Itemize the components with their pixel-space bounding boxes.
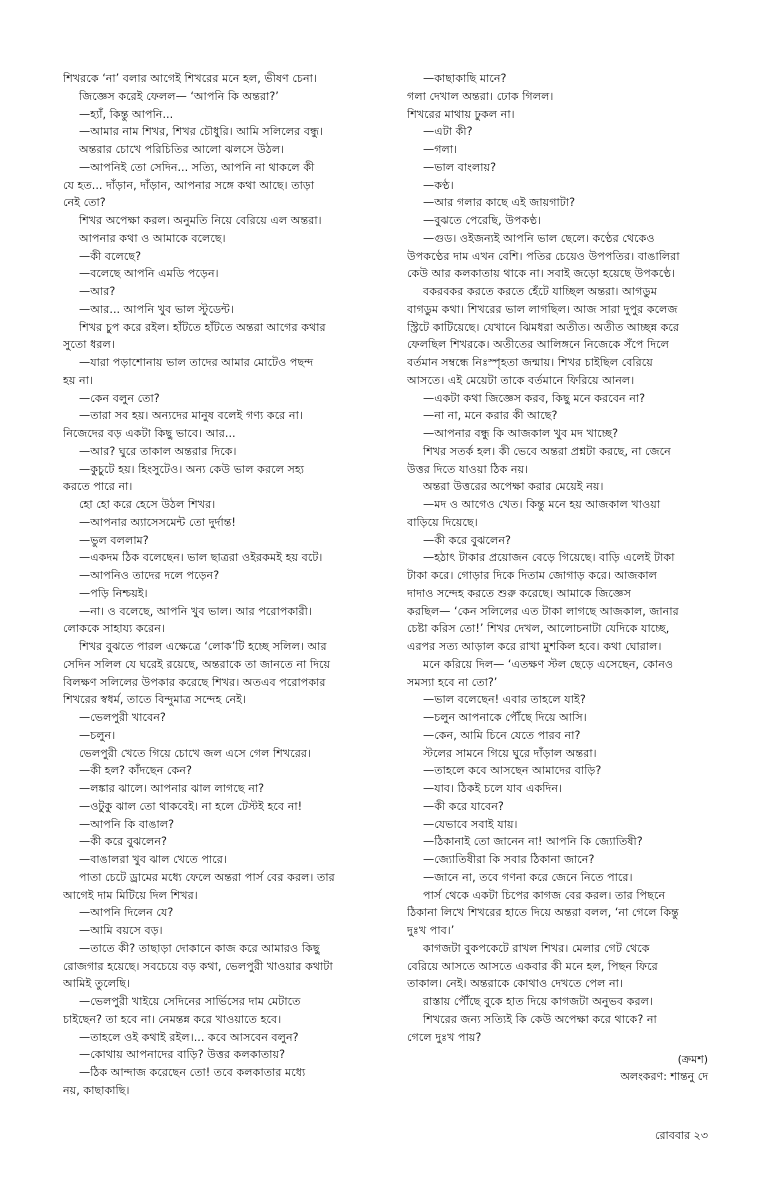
text-line: —চলুন আপনাকে পৌঁছে দিয়ে আসি।	[423, 711, 587, 724]
text-line: সমস্যা হবে না তো?’	[407, 675, 498, 689]
text-line: রাস্তায় পৌঁছে বুকে হাত দিয়ে কাগজটা অনুভব করল।	[423, 995, 654, 1008]
text-line: চেষ্টা করিস তো!’ শিখর দেখল, আলোচনাটা যেদিকে যাচ্ছে,	[407, 622, 670, 636]
text-line: শিখর অপেক্ষা করল। অনুমতি নিয়ে বেরিয়ে এল অন্তরা।	[79, 214, 322, 227]
text-line: আমিই তুলেছি।	[63, 977, 131, 991]
text-line: —ভেলপুরী খাবেন?	[79, 711, 166, 724]
text-line: —আমি বয়সে বড়।	[79, 924, 163, 937]
text-line: করতে পারে না।	[63, 480, 133, 494]
text-line: শিখরের মাথায় ঢুকল না।	[407, 107, 515, 121]
text-line: এরপর সত্য আড়াল করে রাখা মুশকিল হবে। কথা ঘোরাল।	[407, 640, 662, 653]
text-line: —লঙ্কার ঝালে। আপনার ঝাল লাগছে না?	[79, 782, 265, 795]
text-line: —আর গলার কাছে এই জায়গাটা?	[423, 196, 576, 210]
text-line: করছিল— ‘কেন সলিলের এত টাকা লাগছে আজকাল, জানার	[407, 604, 679, 618]
text-line: পার্স থেকে একটা চিপের কাগজ বের করল। তার পিছনে	[423, 888, 666, 902]
text-line: —কী করে বুঝলেন?	[423, 533, 511, 547]
text-line: —আপনি দিলেন যে?	[79, 906, 174, 920]
text-line: —ভাল বলেছেন! এবার তাহলে যাই?	[423, 693, 586, 707]
text-line: ঠিকানা লিখে শিখরের হাতে দিয়ে অন্তরা বলল, ‘না গেলে কিন্তু	[407, 906, 679, 920]
text-line: দাদাও সন্দেহ করতে শুরু করেছে। আমাকে জিজ্ঞেস	[407, 586, 632, 600]
text-line: —ভুল বললাম?	[79, 533, 149, 547]
text-line: —কাছাকাছি মানে?	[423, 72, 507, 85]
text-line: —আর... আপনি খুব ভাল স্টুডেন্ট।	[79, 302, 234, 316]
text-line: —ভাল বাংলায়?	[423, 160, 497, 174]
text-line: অন্তরা উত্তরের অপেক্ষা করার মেয়েই নয়।	[423, 480, 604, 494]
text-line: —আপনার অ্যাসেসমেন্ট তো দুর্দান্ত!	[79, 515, 236, 529]
page-folio: রোববার ২৩	[655, 1129, 708, 1142]
text-line: —মদ ও আগেও খেত। কিন্তু মনে হয় আজকাল খাওয়া	[423, 498, 661, 511]
text-line: —গুড। ওইজন্যই আপনি ভাল ছেলে। কণ্ঠের থেকেও	[423, 231, 655, 245]
text-line: —কোথায় আপনাদের বাড়ি? উত্তর কলকাতায়?	[79, 1048, 286, 1062]
text-line: —আর? ঘুরে তাকাল অন্তরার দিকে।	[79, 444, 237, 458]
text-line: আপনার কথা ও আমাকে বলেছে।	[79, 231, 226, 245]
text-line: —যেভাবে সবাই যায়।	[423, 817, 518, 831]
text-line: —ঠিক আন্দাজ করেছেন তো! তবে কলকাতার মধ্যে	[79, 1066, 306, 1079]
text-line: চাইছেন? তা হবে না। নেমন্তন্ন করে খাওয়াতে হবে।	[63, 1012, 282, 1026]
text-line: —কী বলেছে?	[79, 249, 142, 263]
text-line: টাকা করে। গোড়ার দিকে দিতাম জোগাড় করে। আজকাল	[407, 569, 657, 582]
text-line: ফেলছিল শিখরকে। অতীতের আলিঙ্গনে নিজেকে সঁপে দিলে	[407, 338, 669, 352]
text-line: —না। ও বলেছে, আপনি খুব ভাল। আর পরোপকারী।	[79, 604, 312, 618]
text-line: —আপনার বন্ধু কি আজকাল খুব মদ খাচ্ছে?	[423, 427, 619, 440]
text-line: —আর?	[79, 285, 116, 298]
text-line: হয় না।	[63, 373, 93, 387]
text-line: শিখরকে ‘না’ বলার আগেই শিখরের মনে হল, ভীষণ চেনা।	[63, 72, 317, 85]
text-line: শিখর চুপ করে রইল। হাঁটতে হাঁটতে অন্তরা আগের কথার	[79, 320, 326, 334]
text-line: —কী করে বুঝলেন?	[79, 835, 167, 849]
text-line: গলা দেখাল অন্তরা। ঢোক গিলল।	[407, 89, 554, 103]
text-line: —বলেছে আপনি এমডি পড়েন।	[79, 267, 219, 281]
text-line: স্টলের সামনে গিয়ে ঘুরে দাঁড়াল অন্তরা।	[423, 746, 597, 760]
text-line: —ভেলপুরী খাইয়ে সেদিনের সার্ভিসের দাম মেটাতে	[79, 995, 301, 1008]
text-line: —তাহলে ওই কথাই রইল।... কবে আসবেন বলুন?	[79, 1030, 299, 1044]
text-line: শিখরের স্বধর্ম, তাতে বিন্দুমাত্র সন্দেহ নেই।	[63, 693, 246, 707]
text-line: —একটা কথা জিজ্ঞেস করব, কিছু মনে করবেন না?	[423, 391, 646, 405]
text-line: উত্তর দিতে যাওয়া ঠিক নয়।	[407, 462, 529, 476]
continued-label: (ক্রমশ)	[677, 1053, 708, 1066]
right-text-column	[407, 70, 709, 1046]
text-line: —কেন বলুন তো?	[79, 391, 160, 405]
text-line: নেই তো?	[63, 196, 106, 210]
text-line: দুঃখ পাব।’	[407, 924, 455, 937]
text-line: তাকাল। নেই। অন্তরাকে কোথাও দেখতে পেল না।	[407, 977, 623, 991]
text-line: —কেন, আমি চিনে যেতে পারব না?	[423, 728, 581, 742]
text-line: জিজ্ঞেস করেই ফেলল— ‘আপনি কি অন্তরা?’	[79, 89, 279, 103]
text-line: —হঠাৎ টাকার প্রয়োজন বেড়ে গিয়েছে। বাড়ি এলেই টাকা	[423, 551, 675, 565]
text-line: যে হত... দাঁড়ান, দাঁড়ান, আপনার সঙ্গে কথা আছে। তাড়া	[63, 178, 315, 192]
text-line: —ঠিকানাই তো জানেন না! আপনি কি জ্যোতিষী?	[423, 835, 643, 849]
text-line: —বুঝতে পেরেছি, উপকণ্ঠ।	[423, 214, 542, 227]
text-line: বাড়িয়ে দিয়েছে।	[407, 515, 478, 529]
text-line: —বাঙালরা খুব ঝাল খেতে পারে।	[79, 853, 227, 866]
text-line: সেদিন সলিল যে ঘরেই রয়েছে, অন্তরাকে তা জানতে না দিয়ে	[63, 657, 331, 671]
text-line: পাতা চেটে ড্রামের মধ্যে ফেলে অন্তরা পার্স বের করল। তার	[79, 870, 335, 884]
text-line: শিখর সতর্ক হল। কী ভেবে অন্তরা প্রশ্নটা করছে, না জেনে	[423, 444, 671, 458]
text-line: অন্তরার চোখে পরিচিতির আলো ঝলসে উঠল।	[79, 143, 285, 156]
text-line: বর্তমান সম্বন্ধে নিঃস্পৃহতা জন্মায়। শিখর চাইছিল বেরিয়ে	[407, 356, 653, 369]
text-line: —কণ্ঠ।	[423, 178, 454, 192]
text-line: —ওটুকু ঝাল তো থাকবেই। না হলে টেস্টই হবে না!	[79, 799, 303, 813]
left-text-column	[63, 70, 381, 1100]
end-credit	[620, 1051, 708, 1085]
text-line: —যারা পড়াশোনায় ভাল তাদের আমার মোটেও পছন্দ	[79, 356, 314, 369]
text-line: মনে করিয়ে দিল— ‘এতক্ষণ স্টল ছেড়ে এসেছেন, কোনও	[423, 657, 674, 671]
text-line: —কুচুটে হয়। হিংসুটেও। অন্য কেউ ভাল করলে সহ্য	[79, 462, 305, 476]
text-line: —আপনিও তাদের দলে পড়েন?	[79, 569, 220, 582]
text-line: বেরিয়ে আসতে আসতে একবার কী মনে হল, পিছন ফিরে	[407, 959, 658, 973]
text-line: গেলে দুঃখ পায়?	[407, 1030, 482, 1044]
text-line: বিলক্ষণ সলিলের উপকার করেছে শিখর। অতএব পরোপকার	[63, 675, 326, 689]
text-line: —তাহলে কবে আসছেন আমাদের বাড়ি?	[423, 764, 602, 778]
text-line: —তারা সব হয়। অন্যদের মানুষ বলেই গণ্য করে না।	[79, 409, 303, 423]
text-line: আগেই দাম মিটিয়ে দিল শিখর।	[63, 888, 198, 902]
text-line: —কী হল? কাঁদছেন কেন?	[79, 764, 192, 778]
text-line: সুতো ধরল।	[63, 338, 115, 352]
text-line: বাগডুম কথা। শিখরের ভাল লাগছিল। আজ সারা দুপুর কলেজ	[407, 302, 678, 316]
text-line: —একদম ঠিক বলেছেন। ভাল ছাত্ররা ওইরকমই হয় বটে।	[79, 551, 323, 565]
text-line: —তাতে কী? তাছাড়া দোকানে কাজ করে আমারও কিছু	[79, 941, 320, 955]
text-line: ভেলপুরী খেতে গিয়ে চোখে জল এসে গেল শিখরের।	[79, 746, 312, 760]
illustration-credit: অলংকরণ: শান্তনু দে	[620, 1070, 708, 1083]
text-line: নিজেদের বড় একটা কিছু ভাবে। আর...	[63, 427, 236, 440]
text-line: স্ট্রিটে কাটিয়েছে। যেখানে ঝিমধরা অতীত। অতীত আচ্ছন্ন করে	[407, 320, 680, 334]
text-line: —জ্যোতিষীরা কি সবার ঠিকানা জানে?	[423, 853, 595, 866]
text-line: —আপনি কি বাঙাল?	[79, 817, 175, 831]
text-line: রোজগার হয়েছে। সবচেয়ে বড় কথা, ভেলপুরী খাওয়ার কথাটা	[63, 959, 333, 973]
text-line: —জানে না, তবে গণনা করে জেনে নিতে পারে।	[423, 870, 633, 884]
text-line: নয়, কাছাকাছি।	[63, 1083, 130, 1097]
text-line: শিখরের জন্য সত্যিই কি কেউ অপেক্ষা করে থাকে? না	[423, 1012, 657, 1026]
text-line: —কী করে যাবেন?	[423, 799, 504, 813]
text-line: হো হো করে হেসে উঠল শিখর।	[79, 498, 216, 511]
text-line: —হ্যাঁ, কিন্তু আপনি...	[79, 107, 174, 121]
text-line: —যাব। ঠিকই চলে যাব একদিন।	[423, 782, 563, 795]
text-line: —পড়ি নিশ্চয়ই।	[79, 586, 148, 600]
text-line: শিখর বুঝতে পারল এক্ষেত্রে ‘লোক’টি হচ্ছে সলিল। আর	[79, 640, 327, 653]
text-line: —আপনিই তো সেদিন... সত্যি, আপনি না থাকলে কী	[79, 160, 315, 174]
text-line: —এটা কী?	[423, 125, 473, 139]
text-line: —চলুন।	[79, 728, 116, 742]
text-line: —না না, মনে করার কী আছে?	[423, 409, 558, 423]
text-line: বকরবকর করতে করতে হেঁটে যাচ্ছিল অন্তরা। আগডুম	[423, 285, 657, 298]
text-line: কাগজটা বুকপকেটে রাখল শিখর। মেলার গেট থেকে	[423, 941, 650, 955]
text-line: কেউ আর কলকাতায় থাকে না। সবাই জড়ো হয়েছে উপকণ্ঠে।	[407, 267, 675, 281]
text-line: —গলা।	[423, 143, 458, 156]
text-line: আসতে। এই মেয়েটা তাকে বর্তমানে ফিরিয়ে আনল।	[407, 373, 635, 387]
text-line: —আমার নাম শিখর, শিখর চৌধুরি। আমি সলিলের বন্ধু।	[79, 125, 323, 139]
text-line: লোককে সাহায্য করেন।	[63, 622, 165, 636]
text-line: উপকণ্ঠের দাম এখন বেশি। পতির চেয়েও উপপতির। বাঙালিরা	[407, 249, 680, 263]
